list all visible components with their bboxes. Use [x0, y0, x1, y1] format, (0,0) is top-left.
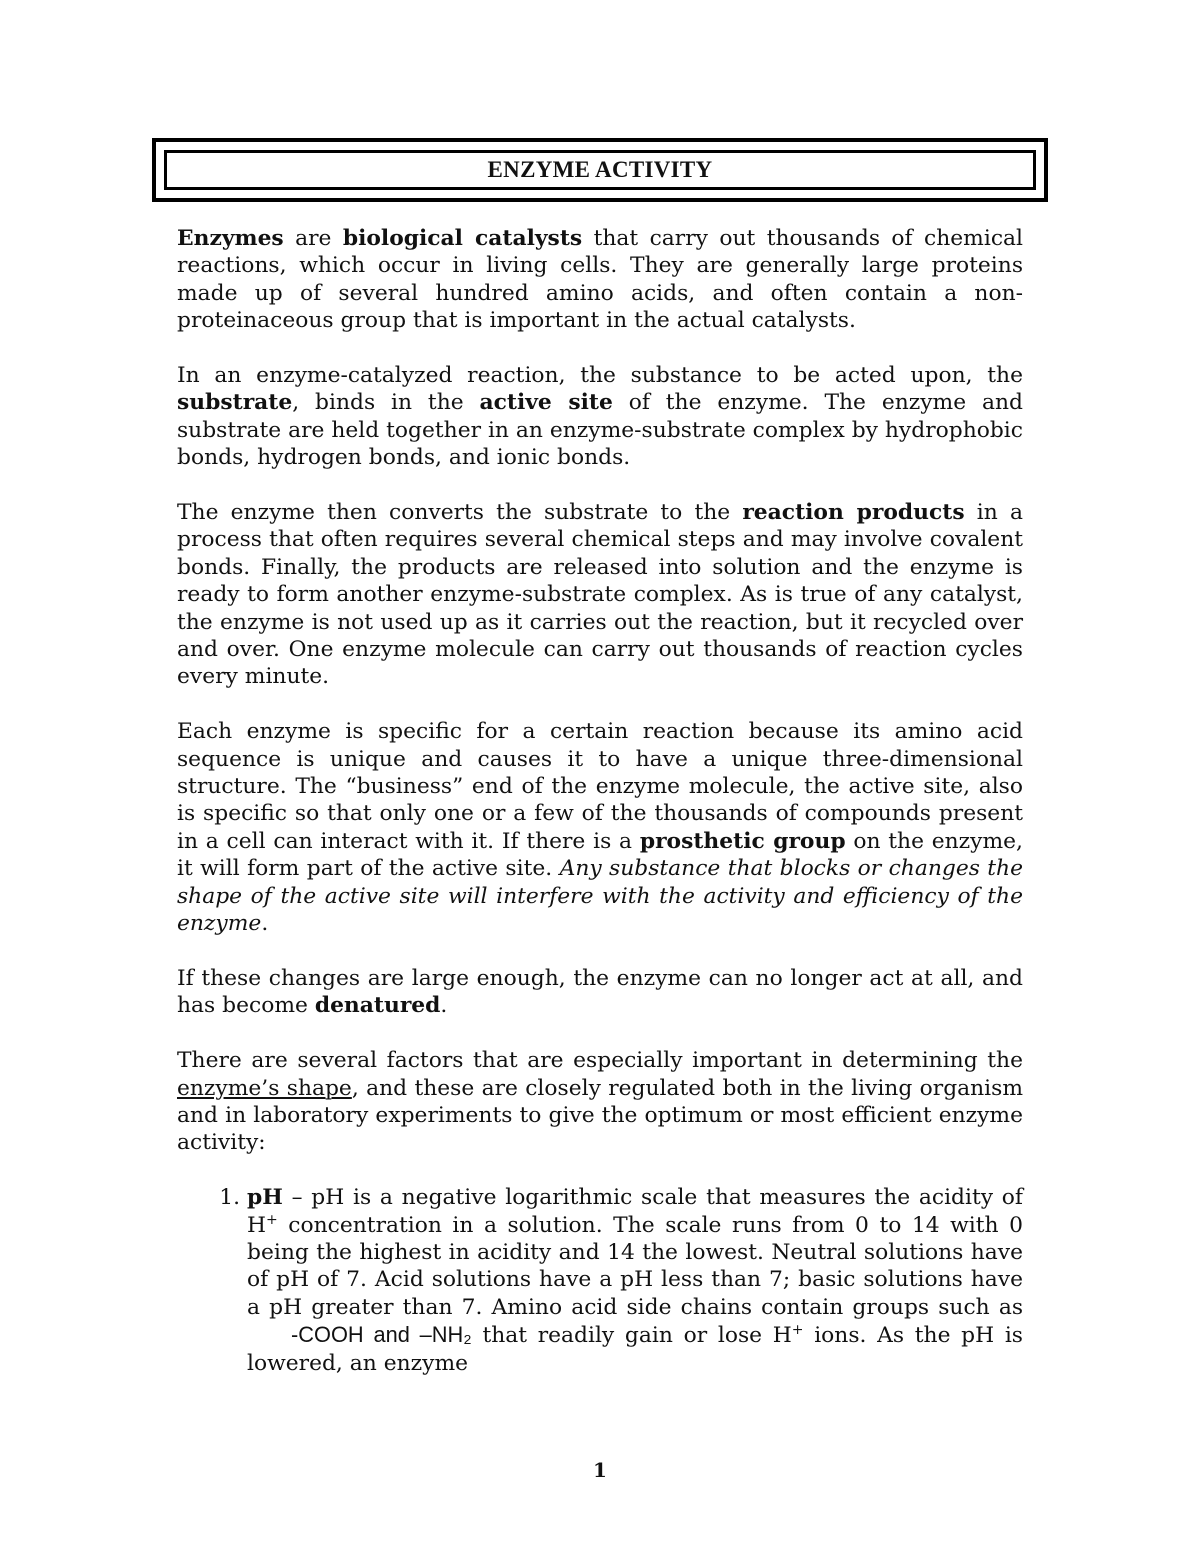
text: Each enzyme is specific for a certain reaction because its amino acid sequence is unique and causes it to have a unique three-dimensional structure. The “business” end of the enzyme molecule, the active site, also is specific so that only one or a few of the thousands of compounds present in a cell can interact with it. If there is a: [177, 719, 1023, 854]
italic-note: Any substance that blocks or changes the shape of the active site will interfere with the activity and efficiency of the enzyme: [177, 856, 1023, 937]
paragraph-denatured: [177, 965, 1023, 1020]
underlined-enzyme-shape: enzyme’s shape: [177, 1075, 352, 1101]
term-substrate: substrate: [177, 390, 293, 416]
text: that readily gain or lose H: [471, 1323, 792, 1349]
term-enzymes: Enzymes: [177, 226, 284, 251]
text: concentration in a solution. The scale runs from 0 to 14 with 0 being the highest in acidity and 14 the lowest. Neutral solutions have of pH of 7. Acid solutions have a pH less than 7; basic solutions have a pH greater than 7. Amino acid side chains contain groups such as: [247, 1212, 1023, 1320]
text: in a process that often requires several chemical steps and may involve covalent bonds. Finally, the products are released into solution and the enzyme is ready to form another enzyme-substrate complex. As is true of any catalyst, the enzyme is not used up as it carries out the reaction, but it recycled over and over. One enzyme molecule can carry out thousands of reaction cycles every minute.: [177, 500, 1023, 690]
text: .: [261, 911, 269, 937]
text: are: [283, 226, 343, 251]
paragraph-reaction-products: [177, 499, 1023, 691]
text: , binds in the: [292, 390, 480, 416]
text: In an enzyme-catalyzed reaction, the substance to be acted upon, the: [177, 363, 1023, 389]
text: ions. As the pH is lowered, an enzyme: [247, 1323, 1023, 1376]
paragraph-enzymes-intro: [177, 225, 1023, 335]
paragraph-factors: [177, 1047, 1023, 1157]
text: – pH is a negative logarithmic scale that measures the acidity of H: [247, 1185, 1023, 1238]
paragraph-specificity: [177, 718, 1023, 937]
text: on the enzyme, it will form part of the active site.: [177, 828, 1023, 882]
page-title: ENZYME ACTIVITY: [164, 150, 1036, 190]
term-denatured: denatured: [314, 993, 441, 1019]
text: The enzyme then converts the substrate to the: [177, 500, 743, 526]
paragraph-substrate: [177, 362, 1023, 472]
term-biological-catalysts: biological catalysts: [342, 226, 583, 251]
text: of the enzyme. The enzyme and substrate are held together in an enzyme-substrate complex by hydrophobic bonds, hydrogen bonds, and ionic bonds.: [177, 390, 1023, 471]
superscript-plus: +: [791, 1322, 804, 1339]
page-number: 1: [593, 1458, 607, 1482]
superscript-plus: +: [266, 1211, 278, 1228]
title-frame: [152, 138, 1048, 202]
term-active-site: active site: [479, 390, 613, 416]
text: , and these are closely regulated both in the living organism and in laboratory experiments to give the optimum or most efficient enzyme activity:: [177, 1075, 1023, 1156]
text: that carry out thousands of chemical reactions, which occur in living cells. They are generally large proteins made up of several hundred amino acids, and often contain a non-proteinaceous group that is important in the actual catalysts.: [177, 226, 1023, 334]
term-prosthetic-group: prosthetic group: [639, 828, 846, 854]
term-ph: pH: [247, 1185, 283, 1211]
document-body: [177, 225, 1023, 1377]
term-reaction-products: reaction products: [742, 500, 965, 526]
text: .: [440, 993, 448, 1019]
text: If these changes are large enough, the enzyme can no longer act at all, and has become: [177, 965, 1023, 1019]
factor-list: [177, 1184, 1023, 1377]
text: There are several factors that are especially important in determining the: [177, 1048, 1023, 1074]
list-item-ph: [247, 1184, 1023, 1377]
chemical-groups: -COOH and –NH₂: [291, 1322, 472, 1348]
